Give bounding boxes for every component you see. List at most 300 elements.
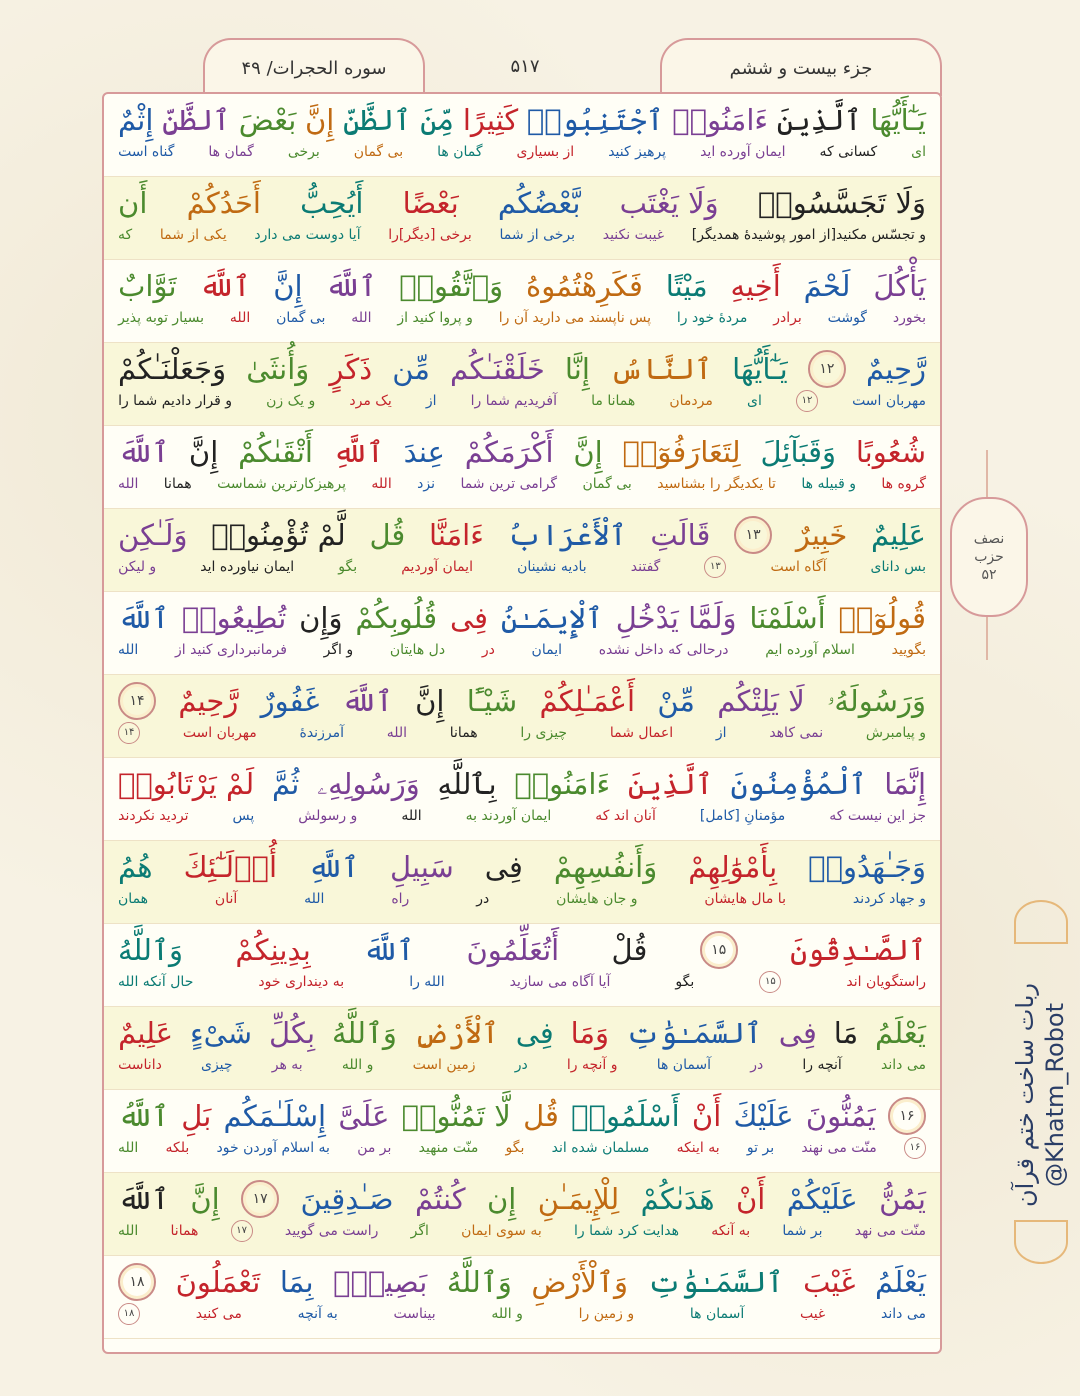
- translation-word: ای: [911, 144, 926, 160]
- arabic-line: [118, 98, 926, 142]
- translation-word: گفتند: [630, 559, 661, 575]
- hizb-line2: حزب: [974, 549, 1004, 565]
- arabic-word: وَجَعَلْنَـٰكُمْ: [118, 352, 227, 386]
- translation-word: راستگویان اند: [846, 974, 926, 990]
- watermark: [1000, 900, 1080, 1260]
- verse-row: [104, 426, 940, 509]
- arabic-word: إِسْلَـٰمَكُم: [223, 1099, 327, 1133]
- arabic-word: ٱللَّهَ: [118, 601, 170, 635]
- translation-word: بسیار توبه پذیر: [118, 310, 205, 326]
- juz-label: جزء بیست و ششم: [729, 57, 873, 79]
- juz-tab: [660, 38, 942, 96]
- translation-word: همانا ما: [591, 393, 636, 409]
- translation-line: [118, 472, 926, 496]
- arabic-line: [118, 928, 926, 972]
- arabic-word: تَوَّابٌ: [118, 269, 177, 303]
- verse-row: [104, 343, 940, 426]
- arabic-line: [118, 1094, 926, 1138]
- translation-word: و پروا کنید از: [397, 310, 473, 326]
- arabic-word: أَن: [118, 186, 148, 220]
- verse-row: [104, 1007, 940, 1090]
- arabic-word: لِتَعَارَفُوٓا۟: [622, 435, 741, 469]
- arabic-word: بِٱللَّهِ: [437, 767, 497, 801]
- arabic-word: مِّنْ: [657, 684, 695, 718]
- translation-word: الله: [118, 642, 139, 658]
- arabic-word: ءَامَنَّا: [429, 518, 484, 552]
- translation-word: غیبت نکنید: [602, 227, 665, 243]
- watermark-title: ربات ساخت ختم قرآن: [1011, 983, 1039, 1207]
- translation-line: [118, 140, 926, 164]
- arabic-word: مَيْتًا: [665, 269, 708, 303]
- arabic-word: سَبِيلِ: [390, 850, 454, 884]
- translation-word: به سوی ایمان: [461, 1223, 542, 1239]
- verse-row: [104, 841, 940, 924]
- arabic-word: عَلَيْكَ: [733, 1099, 794, 1133]
- arabic-word: تُطِيعُوا۟: [181, 601, 287, 635]
- arabic-line: [118, 1260, 926, 1304]
- translation-word: الله: [118, 1140, 139, 1156]
- translation-word: که: [118, 227, 133, 243]
- translation-word: بگو: [675, 974, 695, 990]
- translation-word: الله: [118, 1223, 139, 1239]
- arabic-word: إِثْمٌ: [118, 103, 154, 137]
- verse-row: [104, 1256, 940, 1339]
- arabic-word: كَثِيرًا: [462, 103, 519, 137]
- translation-line: [118, 804, 926, 828]
- arabic-word: إِنَّ: [415, 684, 445, 718]
- arabic-word: فِى: [778, 1016, 817, 1050]
- translation-line: [118, 1136, 926, 1160]
- translation-line: [118, 223, 926, 247]
- translation-word: می داند: [881, 1306, 926, 1322]
- arabic-word: أَحَدُكُمْ: [186, 186, 261, 220]
- arabic-word: غَيْبَ: [803, 1265, 856, 1299]
- arabic-word: إِنَّ: [273, 269, 303, 303]
- arabic-line: [118, 264, 926, 308]
- translation-word: یک مرد: [349, 393, 392, 409]
- arabic-word: لَا يَلِتْكُم: [717, 684, 805, 718]
- translation-word: گمان ها: [437, 144, 483, 160]
- arabic-word: بِدِينِكُمْ: [235, 933, 311, 967]
- translation-verse-number: ۱۷: [231, 1220, 253, 1242]
- translation-word: بگویید: [891, 642, 926, 658]
- translation-word: الله: [304, 891, 325, 907]
- arabic-word: ءَامَنُوا۟: [672, 103, 769, 137]
- arabic-word: أَتْقَىٰكُمْ: [238, 435, 313, 469]
- arabic-word: إِنَّا: [564, 352, 590, 386]
- translation-word: بی گمان: [353, 144, 404, 160]
- arabic-word: فَكَرِهْتُمُوهُ: [526, 269, 643, 303]
- arabic-word: أَنْ: [735, 1182, 766, 1216]
- translation-word: آگاه است: [770, 559, 827, 575]
- translation-word: بادیه نشینان: [517, 559, 587, 575]
- translation-word: و اگر: [323, 642, 354, 658]
- translation-word: یکی از شما: [159, 227, 227, 243]
- translation-word: اگر: [410, 1223, 429, 1239]
- arabic-word: لِلْإِيمَـٰنِ: [537, 1182, 620, 1216]
- translation-word: و قرار دادیم شما را: [118, 393, 233, 409]
- arabic-word: يَأْكُلَ: [873, 269, 926, 303]
- verse-number-marker: ۱۲: [808, 350, 846, 388]
- arabic-word: غَفُورٌ: [260, 684, 320, 718]
- translation-word: درحالی که داخل نشده: [598, 642, 729, 658]
- arabic-word: لَّمْ تُؤْمِنُوا۟: [211, 518, 346, 552]
- translation-word: غیب: [799, 1306, 826, 1322]
- translation-word: در: [476, 891, 490, 907]
- translation-word: دل هایتان: [389, 642, 446, 658]
- arabic-word: وَرَسُولَهُۥ: [827, 684, 926, 718]
- translation-word: همانا: [163, 476, 192, 492]
- translation-word: بیناست: [393, 1306, 436, 1322]
- translation-word: هدایت کرد شما را: [574, 1223, 680, 1239]
- arabic-word: بَعْضًا: [402, 186, 459, 220]
- arabic-word: ٱلسَّمَـٰوَٰتِ: [625, 1016, 762, 1050]
- translation-word: در: [514, 1057, 528, 1073]
- arabic-word: وَأَنفُسِهِمْ: [553, 850, 658, 884]
- translation-verse-number: ۱۴: [118, 722, 140, 744]
- arabic-word: يَـٰٓأَيُّهَا: [732, 352, 788, 386]
- translation-word: و پیامبرش: [865, 725, 926, 741]
- translation-line: [118, 638, 926, 662]
- translation-word: همانا: [449, 725, 478, 741]
- arabic-word: ٱلْأَرْضِ: [413, 1016, 499, 1050]
- translation-word: تردید نکردند: [118, 808, 189, 824]
- arabic-word: وَٱتَّقُوا۟: [399, 269, 504, 303]
- translation-word: و قبیله ها: [801, 476, 856, 492]
- arabic-word: شَيْـًٔا: [466, 684, 518, 718]
- translation-line: [118, 1053, 926, 1077]
- arabic-word: ٱللَّهَ: [363, 933, 415, 967]
- arabic-word: يَمُنُّ: [879, 1182, 926, 1216]
- arabic-word: قُلُوبِكُمْ: [355, 601, 438, 635]
- translation-word: آیا آگاه می سازید: [509, 974, 611, 990]
- translation-line: [118, 721, 926, 745]
- arabic-word: وَٱللَّهُ: [331, 1016, 397, 1050]
- translation-line: [118, 1302, 926, 1326]
- verse-row: [104, 758, 940, 841]
- arabic-word: وَلَا تَجَسَّسُوا۟: [757, 186, 926, 220]
- arabic-word: إِنَّ: [573, 435, 603, 469]
- arabic-word: ٱلْإِيمَـٰنُ: [500, 601, 603, 635]
- arabic-word: ٱلَّذِينَ: [776, 103, 862, 137]
- translation-word: پرهیزکارترین شماست: [217, 476, 346, 492]
- arabic-word: عَلَىَّ: [338, 1099, 390, 1133]
- arabic-word: ٱلظَّنِّ: [162, 103, 231, 137]
- arabic-word: بِأَمْوَٰلِهِمْ: [688, 850, 778, 884]
- translation-word: در: [481, 642, 495, 658]
- translation-word: بر شما: [782, 1223, 823, 1239]
- arabic-word: خَلَقْنَـٰكُم: [450, 352, 545, 386]
- watermark-handle: @Khatm_Robot: [1041, 1002, 1069, 1188]
- translation-word: اعمال شما: [609, 725, 674, 741]
- arabic-line: [118, 181, 926, 225]
- arabic-word: تَعْمَلُونَ: [175, 1265, 261, 1299]
- translation-word: مسلمان شده اند: [551, 1140, 650, 1156]
- translation-word: حال آنکه الله: [118, 974, 194, 990]
- translation-word: برخی از شما: [499, 227, 576, 243]
- arabic-word: بَّعْضُكُم: [497, 186, 581, 220]
- arabic-word: أَخِيهِ: [730, 269, 781, 303]
- arabic-word: وَرَسُولِهِۦ: [317, 767, 420, 801]
- arabic-word: مِّنَ ٱلظَّنِّ: [342, 103, 455, 137]
- translation-word: بخورد: [892, 310, 926, 326]
- arabic-word: خَبِيرٌ: [795, 518, 848, 552]
- arabic-word: هُمُ: [118, 850, 153, 884]
- arabic-word: وَلَمَّا يَدْخُلِ: [615, 601, 737, 635]
- translation-word: الله: [118, 476, 139, 492]
- translation-word: آمرزندهٔ: [299, 725, 344, 741]
- translation-word: بگو: [338, 559, 358, 575]
- arabic-word: لَمْ يَرْتَابُوا۟: [118, 767, 255, 801]
- translation-word: و آنچه را: [566, 1057, 618, 1073]
- translation-word: بلکه: [165, 1140, 190, 1156]
- arabic-word: شَىْءٍ: [189, 1016, 253, 1050]
- translation-word: با مال هایشان: [704, 891, 786, 907]
- translation-word: الله را: [409, 974, 445, 990]
- arabic-word: أَنْ: [691, 1099, 722, 1133]
- arabic-word: وَأُنثَىٰ: [246, 352, 310, 386]
- arabic-line: [118, 347, 926, 391]
- surah-tab: [203, 38, 425, 96]
- arabic-word: عَلَيْكُمْ: [786, 1182, 858, 1216]
- translation-word: کسانی که: [819, 144, 878, 160]
- arabic-word: يَعْلَمُ: [875, 1265, 926, 1299]
- arabic-word: ٱللَّهَ: [341, 684, 393, 718]
- translation-word: داناست: [118, 1057, 162, 1073]
- translation-word: مردمان: [669, 393, 713, 409]
- arabic-word: يَـٰٓأَيُّهَا: [870, 103, 926, 137]
- arabic-word: رَّحِيمٌ: [178, 684, 239, 718]
- translation-word: مهربان است: [182, 725, 257, 741]
- translation-word: ایمان نیاورده اید: [200, 559, 295, 575]
- translation-word: از: [425, 393, 437, 409]
- translation-word: فرمانبرداری کنید از: [175, 642, 287, 658]
- arabic-line: [118, 762, 926, 806]
- translation-word: بی گمان: [276, 310, 326, 326]
- arabic-line: [118, 1177, 926, 1221]
- translation-word: ایمان: [531, 642, 562, 658]
- translation-word: و یک زن: [266, 393, 316, 409]
- translation-word: پس ناپسند می دارید آن را: [498, 310, 652, 326]
- arabic-word: عَلِيمٌ: [118, 1016, 174, 1050]
- arabic-word: ٱللَّهِ: [332, 435, 384, 469]
- verse-number-marker: ۱۵: [700, 931, 738, 969]
- translation-word: و جهاد کردند: [852, 891, 926, 907]
- translation-word: الله: [401, 808, 422, 824]
- hizb-line1: نصف: [973, 531, 1005, 547]
- arabic-word: إِنَّ: [188, 435, 219, 469]
- translation-word: و الله: [491, 1306, 523, 1322]
- arabic-word: بَعْضَ: [238, 103, 297, 137]
- arabic-line: [118, 513, 926, 557]
- translation-verse-number: ۱۵: [759, 971, 781, 993]
- arabic-word: قُلْ: [611, 933, 648, 967]
- arabic-word: بَلِ: [181, 1099, 212, 1133]
- arabic-word: صَـٰدِقِينَ: [300, 1182, 394, 1216]
- translation-word: بگو: [505, 1140, 525, 1156]
- arabic-word: إِن: [486, 1182, 517, 1216]
- arabic-word: أَسْلَمْنَا: [749, 601, 826, 635]
- watermark-text: [1005, 915, 1075, 1275]
- arabic-word: بِمَا: [279, 1265, 314, 1299]
- arabic-word: ءَامَنُوا۟: [514, 767, 611, 801]
- verse-number-marker: ۱۳: [734, 516, 772, 554]
- arabic-word: وَجَـٰهَدُوا۟: [808, 850, 926, 884]
- arabic-word: أَكْرَمَكُمْ: [464, 435, 554, 469]
- translation-word: منّت می نهد: [854, 1223, 926, 1239]
- arabic-word: أَيُحِبُّ: [300, 186, 364, 220]
- verse-number-marker: ۱۴: [118, 682, 156, 720]
- translation-word: مؤمنانِ [کامل]: [699, 808, 786, 824]
- arabic-word: قُل: [369, 518, 406, 552]
- translation-word: الله: [229, 310, 251, 326]
- arabic-word: رَّحِيمٌ: [866, 352, 926, 386]
- arabic-word: قُل: [523, 1099, 559, 1133]
- translation-word: آنان اند که: [595, 808, 656, 824]
- translation-word: به اینکه: [676, 1140, 720, 1156]
- translation-word: منّت منهید: [418, 1140, 479, 1156]
- translation-word: گمان ها: [208, 144, 254, 160]
- translation-verse-number: ۱۳: [704, 556, 726, 578]
- translation-word: آسمان ها: [689, 1306, 745, 1322]
- translation-word: گناه است: [118, 144, 175, 160]
- arabic-word: وَلَا يَغْتَب: [619, 186, 719, 220]
- translation-word: راست می گویید: [284, 1223, 379, 1239]
- translation-word: الله: [386, 725, 408, 741]
- translation-word: بس دانای: [870, 559, 926, 575]
- arabic-word: ٱلسَّمَـٰوَٰتِ: [647, 1265, 784, 1299]
- arabic-word: إِنَّمَا: [884, 767, 926, 801]
- arabic-word: وَٱللَّهُ: [118, 933, 183, 967]
- arabic-word: أَتُعَلِّمُونَ: [466, 933, 560, 967]
- translation-word: به اسلام آوردن خود: [216, 1140, 330, 1156]
- arabic-word: فِى: [515, 1016, 554, 1050]
- arabic-word: كُنتُمْ: [414, 1182, 466, 1216]
- translation-word: چیزی: [201, 1057, 233, 1073]
- translation-word: همان: [118, 891, 149, 907]
- translation-word: الله: [351, 310, 372, 326]
- arabic-word: يَعْلَمُ: [875, 1016, 926, 1050]
- translation-word: الله: [371, 476, 392, 492]
- translation-word: چیزی را: [520, 725, 568, 741]
- arabic-line: [118, 430, 926, 474]
- translation-word: بی گمان: [582, 476, 632, 492]
- arabic-word: وَلَـٰكِن: [118, 518, 188, 552]
- arabic-line: [118, 596, 926, 640]
- verse-row: [104, 260, 940, 343]
- arabic-word: ٱللَّهَ: [325, 269, 377, 303]
- translation-word: از: [715, 725, 727, 741]
- translation-word: ایمان آوردیم: [401, 559, 473, 575]
- translation-word: ایمان آورده اید: [700, 144, 786, 160]
- translation-line: [118, 306, 926, 330]
- arabic-word: ٱللَّهِ: [308, 850, 359, 884]
- translation-word: زمین است: [412, 1057, 476, 1073]
- text-frame: [102, 92, 942, 1354]
- arabic-word: شُعُوبًا: [855, 435, 926, 469]
- translation-word: نزد: [417, 476, 435, 492]
- translation-word: می کنید: [195, 1306, 242, 1322]
- translation-word: و لیکن: [118, 559, 157, 575]
- arabic-word: عَلِيمٌ: [871, 518, 926, 552]
- verse-number-marker: ۱۶: [888, 1097, 926, 1135]
- translation-word: آیا دوست می دارد: [254, 227, 361, 243]
- verse-row: [104, 1090, 940, 1173]
- arabic-word: أَسْلَمُوا۟: [571, 1099, 680, 1133]
- arabic-word: ٱجْتَنِبُوا۟: [526, 103, 664, 137]
- translation-word: و الله: [341, 1057, 374, 1073]
- arabic-word: ٱلَّذِينَ: [627, 767, 713, 801]
- arabic-word: أَعْمَـٰلِكُمْ: [539, 684, 636, 718]
- arabic-word: لَّا تَمُنُّوا۟: [401, 1099, 511, 1133]
- arabic-word: وَإِن: [299, 601, 343, 635]
- translation-word: تا یکدیگر را بشناسید: [657, 476, 776, 492]
- translation-word: گرامی ترین شما: [460, 476, 558, 492]
- arabic-word: لَحْمَ: [803, 269, 851, 303]
- translation-word: بر من: [357, 1140, 392, 1156]
- arabic-word: بِكُلِّ: [268, 1016, 316, 1050]
- arabic-word: ٱللَّهَ: [199, 269, 251, 303]
- translation-word: پس: [232, 808, 255, 824]
- translation-line: [118, 970, 926, 994]
- arabic-word: مَا: [833, 1016, 859, 1050]
- translation-word: به آنچه: [297, 1306, 338, 1322]
- arabic-line: [118, 845, 926, 889]
- arabic-word: ٱلصَّـٰدِقُونَ: [790, 933, 926, 967]
- translation-verse-number: ۱۲: [796, 390, 818, 412]
- arabic-word: ٱلْمُؤْمِنُونَ: [730, 767, 867, 801]
- hizb-line3: ۵۲: [981, 567, 997, 583]
- verse-row: [104, 592, 940, 675]
- arabic-word: هَدَىٰكُمْ: [640, 1182, 715, 1216]
- hizb-marker: [950, 497, 1028, 617]
- translation-word: به هر: [271, 1057, 303, 1073]
- arabic-line: [118, 1011, 926, 1055]
- arabic-word: عِندَ: [403, 435, 445, 469]
- translation-word: و تجسّس مکنید[از امور پوشیدهٔ همدیگر]: [691, 227, 926, 243]
- translation-word: برخی: [287, 144, 320, 160]
- verse-row: [104, 675, 940, 758]
- verse-row: [104, 94, 940, 177]
- translation-word: بر تو: [746, 1140, 775, 1156]
- translation-word: برخی [دیگر]را: [388, 227, 472, 243]
- arabic-line: [118, 679, 926, 723]
- translation-word: از بسیاری: [516, 144, 575, 160]
- arabic-word: ٱللَّهُ: [118, 1099, 169, 1133]
- translation-word: ای: [746, 393, 762, 409]
- translation-word: ایمان آوردند به: [465, 808, 552, 824]
- translation-word: راه: [391, 891, 410, 907]
- translation-word: منّت می نهند: [801, 1140, 877, 1156]
- arabic-word: إِنَّ: [304, 103, 335, 137]
- translation-word: می داند: [881, 1057, 926, 1073]
- translation-word: آسمان ها: [656, 1057, 712, 1073]
- arabic-word: أُو۟لَـٰٓئِكَ: [183, 850, 277, 884]
- translation-word: اسلام آورده ایم: [765, 642, 855, 658]
- arabic-word: ثُمَّ: [271, 767, 300, 801]
- translation-word: همانا: [170, 1223, 199, 1239]
- translation-word: آنچه را: [802, 1057, 842, 1073]
- arabic-word: يَمُنُّونَ: [805, 1099, 876, 1133]
- arabic-word: وَٱللَّهُ: [446, 1265, 512, 1299]
- translation-line: [118, 887, 926, 911]
- translation-word: و رسولش: [298, 808, 358, 824]
- translation-word: مهربان است: [852, 393, 926, 409]
- translation-line: [118, 555, 926, 579]
- arabic-word: بَصِيرٌۢ: [333, 1265, 428, 1299]
- arabic-word: ذَكَرٍ: [329, 352, 373, 386]
- translation-word: آفریدیم شما را: [470, 393, 558, 409]
